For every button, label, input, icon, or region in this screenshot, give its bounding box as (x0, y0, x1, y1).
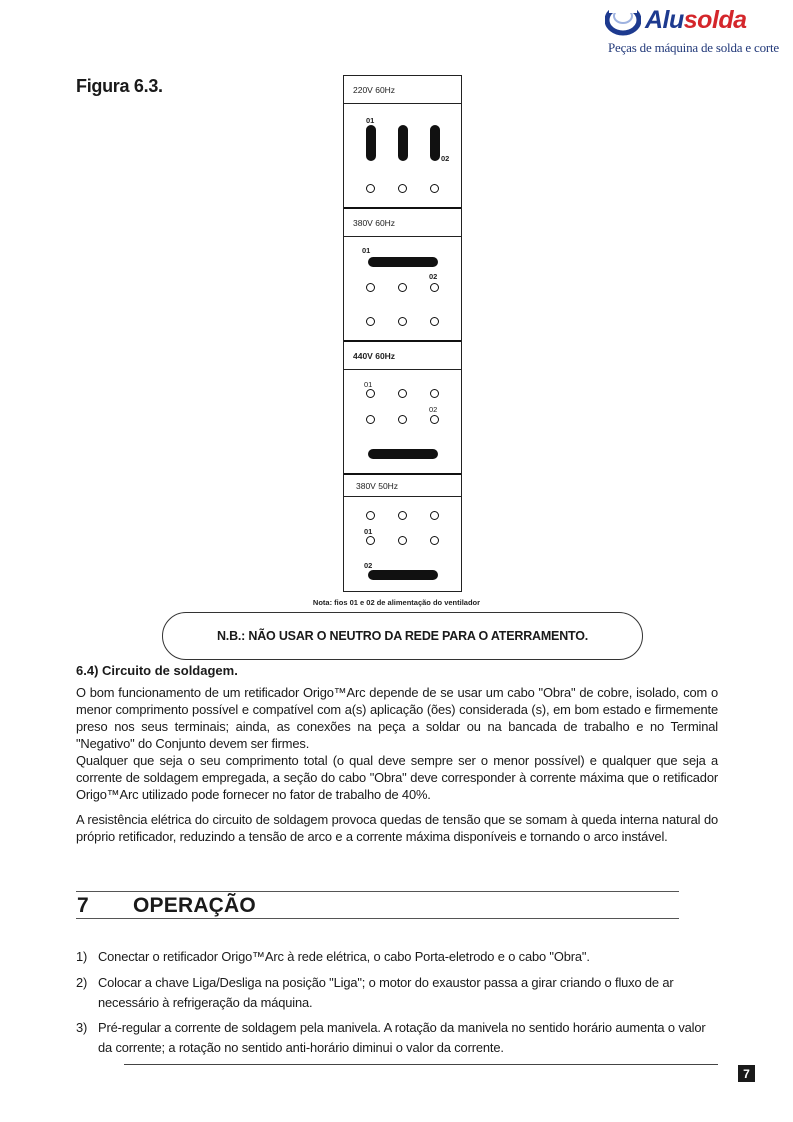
paragraph: Qualquer que seja o seu comprimento total (o qual deve sempre ser o menor possível) e qualquer que seja a corrente de soldagem empregada, a seção do cabo "Obra" deve corresponder à corrente máxima que o retificador Origo™Arc utilizado pode fornecer no fator de trabalho de 40%. (76, 753, 718, 802)
panel-header (344, 475, 461, 497)
terminal (430, 536, 439, 545)
nb-warning-text: N.B.: NÃO USAR O NEUTRO DA REDE PARA O ATERRAMENTO. (216, 629, 589, 643)
jumper-bar (368, 257, 438, 267)
wire-label-02: 02 (441, 154, 450, 163)
panel-380v-60hz (344, 209, 461, 341)
terminal (366, 511, 375, 520)
list-text: Pré-regular a corrente de soldagem pela manivela. A rotação da manivela no sentido horário aumenta o valor da corrente; a rotação no sentido anti-horário diminui o valor da corrente. (98, 1020, 706, 1055)
list-text: Conectar o retificador Origo™Arc à rede elétrica, o cabo Porta-eletrodo e o cabo "Obra". (98, 949, 590, 964)
panel-label: 440V 60Hz (353, 351, 396, 361)
panel-header (344, 76, 461, 104)
terminal (398, 389, 407, 398)
list-number: 2) (76, 975, 88, 990)
panel-label: 380V 50Hz (356, 481, 399, 491)
jumper-bar (368, 570, 438, 580)
wiring-diagram (343, 75, 462, 592)
heading-rule-top (76, 891, 679, 892)
panel-header (344, 342, 461, 370)
terminal (430, 184, 439, 193)
jumper-bar (398, 125, 408, 161)
heading-rule-bottom (76, 918, 679, 919)
brand-name-part1: Alu (645, 6, 684, 34)
terminal (398, 536, 407, 545)
wire-label-01: 01 (364, 527, 373, 536)
wire-label-01: 01 (364, 380, 373, 389)
terminal (366, 317, 375, 326)
section-heading-6-4: 6.4) Circuito de soldagem. (76, 663, 238, 678)
wire-label-02: 02 (429, 405, 438, 414)
terminal (430, 283, 439, 292)
nb-warning-box (162, 612, 643, 660)
wire-label-01: 01 (362, 246, 371, 255)
list-number: 1) (76, 949, 88, 964)
panel-header (344, 209, 461, 237)
section-title: OPERAÇÃO (133, 894, 256, 917)
panel-440v-60hz (344, 342, 461, 474)
terminal (430, 389, 439, 398)
terminal (430, 415, 439, 424)
terminal (398, 511, 407, 520)
panel-label: 380V 60Hz (353, 218, 396, 228)
list-item (76, 947, 721, 967)
jumper-bar (366, 125, 376, 161)
terminal (430, 317, 439, 326)
terminal (398, 317, 407, 326)
panel-220v-60hz (344, 76, 461, 208)
terminal (398, 283, 407, 292)
panel-380v-50hz (344, 475, 461, 593)
terminal (366, 283, 375, 292)
jumper-bar (368, 449, 438, 459)
brand-tagline: Peças de máquina de solda e corte (608, 40, 779, 55)
terminal (366, 415, 375, 424)
terminal (366, 389, 375, 398)
list-item (76, 1018, 721, 1058)
terminal (366, 536, 375, 545)
wire-label-01: 01 (366, 116, 375, 125)
figure-note: Nota: fios 01 e 02 de alimentação do ventilador (312, 598, 481, 607)
section-number: 7 (77, 894, 89, 917)
jumper-bar (430, 125, 440, 161)
brand-logo (603, 2, 779, 62)
figure-title: Figura 6.3. (76, 76, 163, 96)
terminal (430, 511, 439, 520)
list-number: 3) (76, 1020, 88, 1035)
paragraph: O bom funcionamento de um retificador Origo™Arc depende de se usar um cabo "Obra" de cobre, isolado, com o menor comprimento possível e compatível com a(s) aplicação (ões) considerada (s), em bom estado e firmemente preso nos seus terminais; ainda, as conexões na peça a soldar ou na bancada de trabalho e no Terminal "Negativo" do Conjunto devem ser firmes. (76, 685, 718, 751)
terminal (398, 415, 407, 424)
wire-label-02: 02 (429, 272, 438, 281)
page-number: 7 (738, 1065, 755, 1082)
terminal (366, 184, 375, 193)
brand-name-part2: solda (683, 6, 747, 34)
wire-label-02: 02 (364, 561, 373, 570)
list-item (76, 973, 721, 1013)
terminal (398, 184, 407, 193)
brand-name (645, 6, 747, 35)
list-text: Colocar a chave Liga/Desliga na posição "Liga"; o motor do exaustor passa a girar criando o fluxo de ar necessário à refrigeração da máquina. (98, 975, 674, 1010)
logo-swirl-icon (605, 4, 641, 36)
panel-label: 220V 60Hz (353, 85, 396, 95)
footer-rule (124, 1064, 718, 1065)
paragraph: A resistência elétrica do circuito de soldagem provoca quedas de tensão que se somam à queda interna natural do próprio retificador, reduzindo a tensão de arco e a corrente máxima disponíveis e tornando o arco instável. (76, 812, 718, 844)
